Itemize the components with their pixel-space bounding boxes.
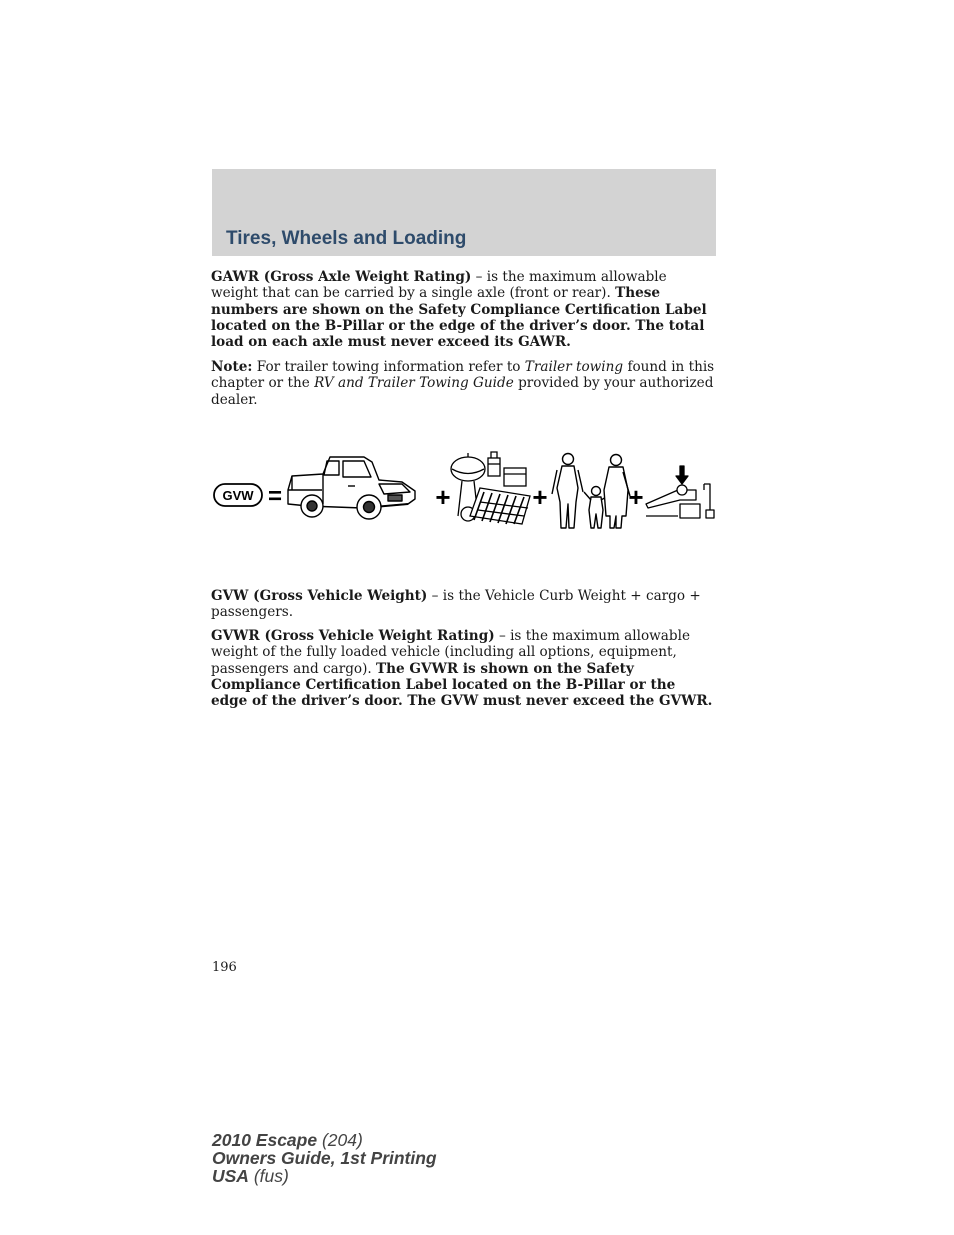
paragraph-note (211, 359, 716, 408)
paragraph-gawr (211, 269, 716, 350)
plus-sign-3: + (628, 482, 644, 512)
footer-region-code: (fus) (248, 1166, 289, 1186)
note-text-3: provided by your authorized dealer. (211, 375, 714, 408)
note-label: Note: (211, 359, 253, 375)
note-text-1: For trailer towing information refer to (252, 359, 525, 375)
hitch-tongue-load-icon (646, 466, 714, 518)
pickup-truck-icon (288, 457, 415, 519)
term-gawr: GAWR (Gross Axle Weight Rating) (211, 269, 472, 285)
paragraph-gvw (211, 588, 716, 621)
term-gvwr: GVWR (Gross Vehicle Weight Rating) (211, 628, 495, 644)
equals-sign: = (267, 483, 283, 510)
plus-sign-1: + (435, 482, 451, 512)
footer (212, 1131, 437, 1185)
plus-sign-2: + (532, 482, 548, 512)
gawr-warning: These numbers are shown on the Safety Compliance Certification Label located on the B-Pillar or the edge of the driver’s door. The total load on each axle must never exceed its GAWR. (211, 285, 707, 351)
link-trailer-towing[interactable]: Trailer towing (524, 359, 624, 375)
paragraph-gvwr (211, 628, 716, 709)
note-text-2: found in this chapter or the (211, 359, 715, 392)
term-gvw: GVW (Gross Vehicle Weight) (211, 588, 428, 604)
footer-model-line (212, 1131, 437, 1149)
cargo-icon (451, 452, 530, 524)
gvwr-warning: The GVWR is shown on the Safety Compliance Certification Label located on the B-Pillar or the edge of the driver’s door. The GVW must never exceed the GVWR. (211, 660, 713, 710)
gvw-badge (214, 484, 262, 506)
footer-guide: Owners Guide, 1st Printing (212, 1148, 437, 1168)
footer-region: USA (212, 1166, 249, 1186)
link-rv-trailer-guide[interactable]: RV and Trailer Towing Guide (314, 375, 514, 392)
footer-guide-line (212, 1149, 437, 1167)
page-number: 196 (212, 960, 237, 975)
footer-region-line (212, 1167, 437, 1185)
section-title: Tires, Wheels and Loading (226, 228, 467, 249)
footer-model-code: (204) (317, 1130, 363, 1150)
gvw-badge-label: GVW (222, 488, 254, 503)
footer-model: 2010 Escape (212, 1130, 318, 1150)
passengers-icon (552, 454, 630, 529)
gawr-definition: – is the maximum allowable weight that can be carried by a single axle (front or rear). (211, 269, 667, 302)
gvw-illustration (212, 444, 718, 534)
gvwr-definition: – is the maximum allowable weight of the fully loaded vehicle (including all options, equipment, passengers and cargo). (211, 628, 690, 677)
gvw-definition: – is the Vehicle Curb Weight + cargo + passengers. (211, 588, 701, 621)
